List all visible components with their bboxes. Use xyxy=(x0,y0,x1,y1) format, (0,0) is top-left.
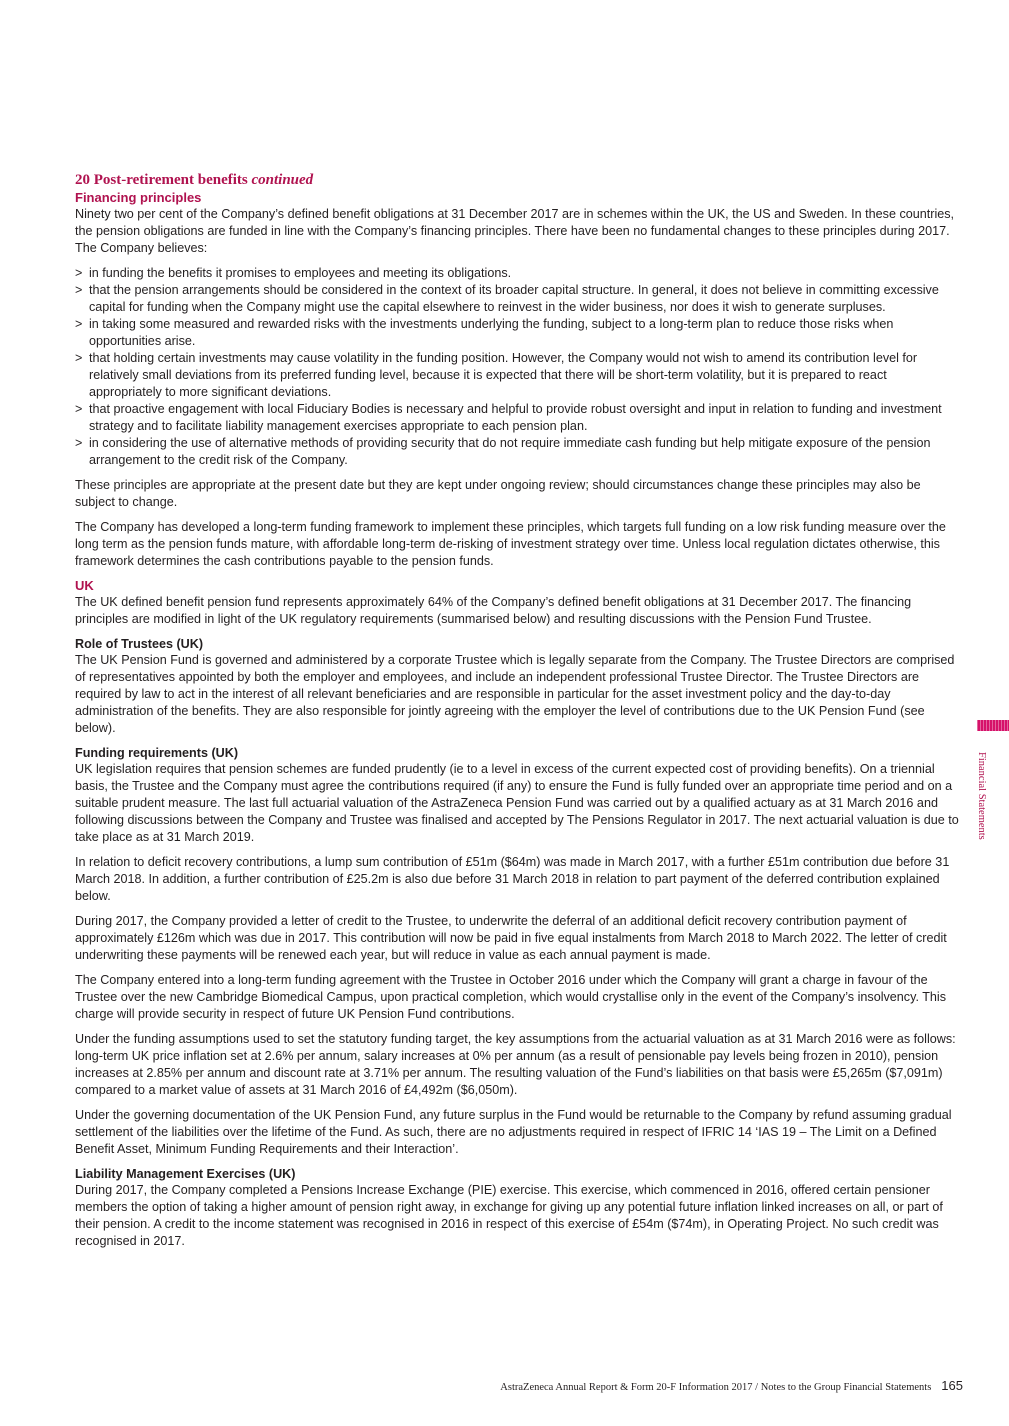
principles-list xyxy=(75,265,962,469)
uk-intro: The UK defined benefit pension fund represents approximately 64% of the Company’s defined benefit obligations at 31 December 2017. The financing principles are modified in light of the UK regulatory requirements (summarised below) and resulting discussions with the Pension Fund Trustee. xyxy=(75,595,912,626)
section-title xyxy=(75,171,962,190)
bullet-marker: > xyxy=(75,317,83,331)
funding-paragraph: In relation to deficit recovery contributions, a lump sum contribution of £51m ($64m) was made in March 2017, with a further £51m contribution due before 31 March 2018. In addition, a further contribution of £25.2m is also due before 31 March 2018 in relation to part payment of the deferred contribution explained below. xyxy=(75,855,950,903)
role-of-trustees-heading: Role of Trustees (UK) xyxy=(75,637,204,651)
funding-paragraph: Under the governing documentation of the UK Pension Fund, any future surplus in the Fund would be returnable to the Company by refund assuming gradual settlement of the liabilities over the lifetime of the Fund. As such, there are no adjustments required in respect of IFRIC 14 ‘IAS 19 – The Limit on a Defined Benefit Asset, Minimum Funding Requirements and their Interaction’. xyxy=(75,1108,952,1156)
financing-principles-heading: Financing principles xyxy=(75,190,202,205)
bullet-marker: > xyxy=(75,436,83,450)
principles-review-paragraph: These principles are appropriate at the present date but they are kept under ongoing review; should circumstances change these principles may also be subject to change. xyxy=(75,478,921,509)
list-item-text: in considering the use of alternative methods of providing security that do not require immediate cash funding but help mitigate exposure of the pension arrangement to the credit risk of the Company. xyxy=(89,436,931,467)
footer-text: AstraZeneca Annual Report & Form 20-F Information 2017 / Notes to the Group Financial Statements xyxy=(500,1382,932,1393)
list-item xyxy=(75,401,962,435)
list-item xyxy=(75,265,962,282)
list-item-text: in funding the benefits it promises to employees and meeting its obligations. xyxy=(89,266,512,280)
page-number: 165 xyxy=(941,1378,963,1393)
liability-management-paragraph: During 2017, the Company completed a Pensions Increase Exchange (PIE) exercise. This exercise, which commenced in 2016, offered certain pensioner members the option of taking a higher amount of pension right away, in exchange for giving up any potential future inflation linked increases on all, or part of their pension. A credit to the income statement was recognised in 2016 in respect of this exercise of £54m ($74m), in Operating Project. No such credit was recognised in 2017. xyxy=(75,1183,943,1248)
bullet-marker: > xyxy=(75,266,83,280)
list-item xyxy=(75,316,962,350)
sidebar-section-label: Financial Statements xyxy=(976,752,987,840)
funding-paragraph: During 2017, the Company provided a letter of credit to the Trustee, to underwrite the deferral of an additional deficit recovery contribution payment of approximately £126m which was due in 2017. This contribution will now be paid in five equal instalments from March 2018 to March 2022. The letter of credit underwriting these payments will be renewed each year, but will reduce in value as each annual payment is made. xyxy=(75,914,947,962)
funding-requirements-heading: Funding requirements (UK) xyxy=(75,746,239,760)
role-of-trustees-paragraph: The UK Pension Fund is governed and administered by a corporate Trustee which is legally separate from the Company. The Trustee Directors are comprised of representatives appointed by both the employer and employees, and include an independent professional Trustee Director. The Trustee Directors are required by law to act in the interest of all relevant beneficiaries and are responsible in particular for the asset investment policy and the day-to-day administration of the benefits. They are also responsible for jointly agreeing with the employer the level of contributions due to the UK Pension Fund (see below). xyxy=(75,653,955,735)
funding-paragraph: UK legislation requires that pension schemes are funded prudently (ie to a level in excess of the current expected cost of providing benefits). On a triennial basis, the Trustee and the Company must agree the contributions required (if any) to ensure the Fund is fully funded over an appropriate time period and on a suitable prudent measure. The last full actuarial valuation of the AstraZeneca Pension Fund was carried out by a qualified actuary as at 31 March 2016 and following discussions between the Company and Trustee was finalised and accepted by The Pensions Regulator in 2017. The next actuarial valuation is due to take place as at 31 March 2019. xyxy=(75,762,959,844)
funding-paragraph: The Company entered into a long-term funding agreement with the Trustee in October 2016 under which the Company will grant a charge in favour of the Trustee over the new Cambridge Biomedical Campus, upon practical completion, which would crystallise only in the event of the Company’s insolvency. This charge will provide security in respect of future UK Pension Fund contributions. xyxy=(75,973,947,1021)
section-title-suffix: continued xyxy=(251,172,314,188)
list-item xyxy=(75,435,962,469)
main-content xyxy=(75,171,962,1258)
section-tab-marker xyxy=(977,720,1009,731)
section-title-text: 20 Post-retirement benefits xyxy=(75,172,248,188)
list-item xyxy=(75,350,962,401)
bullet-marker: > xyxy=(75,402,83,416)
list-item-text: that the pension arrangements should be considered in the context of its broader capital structure. In general, it does not believe in committing excessive capital for funding when the Company might use the capital elsewhere to reinvest in the wider business, nor does it wish to generate surpluses. xyxy=(89,283,939,314)
list-item xyxy=(75,282,962,316)
bullet-marker: > xyxy=(75,283,83,297)
financing-intro: Ninety two per cent of the Company’s defined benefit obligations at 31 December 2017 are in schemes within the UK, the US and Sweden. In these countries, the pension obligations are funded in line with the Company’s financing principles. There have been no fundamental changes to these principles during 2017. The Company believes: xyxy=(75,207,955,255)
bullet-marker: > xyxy=(75,351,83,365)
list-item-text: in taking some measured and rewarded risks with the investments underlying the funding, subject to a long-term plan to reduce those risks when opportunities arise. xyxy=(89,317,894,348)
liability-management-heading: Liability Management Exercises (UK) xyxy=(75,1167,296,1181)
funding-framework-paragraph: The Company has developed a long-term funding framework to implement these principles, which targets full funding on a low risk funding measure over the long term as the pension funds mature, with affordable long-term de-risking of investment strategy over time. Unless local regulation dictates otherwise, this framework determines the cash contributions payable to the pension funds. xyxy=(75,520,946,568)
page-footer xyxy=(500,1378,963,1393)
funding-paragraph: Under the funding assumptions used to set the statutory funding target, the key assumptions from the actuarial valuation as at 31 March 2016 were as follows: long-term UK price inflation set at 2.6% per annum, salary increases at 0% per annum (as a result of pensionable pay levels being frozen in 2010), pension increases at 2.85% per annum and discount rate at 3.71% per annum. The resulting valuation of the Fund’s liabilities on that basis were £5,265m ($7,091m) compared to a market value of assets at 31 March 2016 of £4,492m ($6,050m). xyxy=(75,1032,956,1097)
list-item-text: that holding certain investments may cause volatility in the funding position. However, the Company would not wish to amend its contribution level for relatively small deviations from its preferred funding level, because it is expected that there will be short-term volatility, but it is prepared to react appropriately to more significant deviations. xyxy=(89,351,918,399)
list-item-text: that proactive engagement with local Fiduciary Bodies is necessary and helpful to provide robust oversight and input in relation to funding and investment strategy and to facilitate liability management exercises appropriate to each pension plan. xyxy=(89,402,942,433)
uk-heading: UK xyxy=(75,578,94,593)
